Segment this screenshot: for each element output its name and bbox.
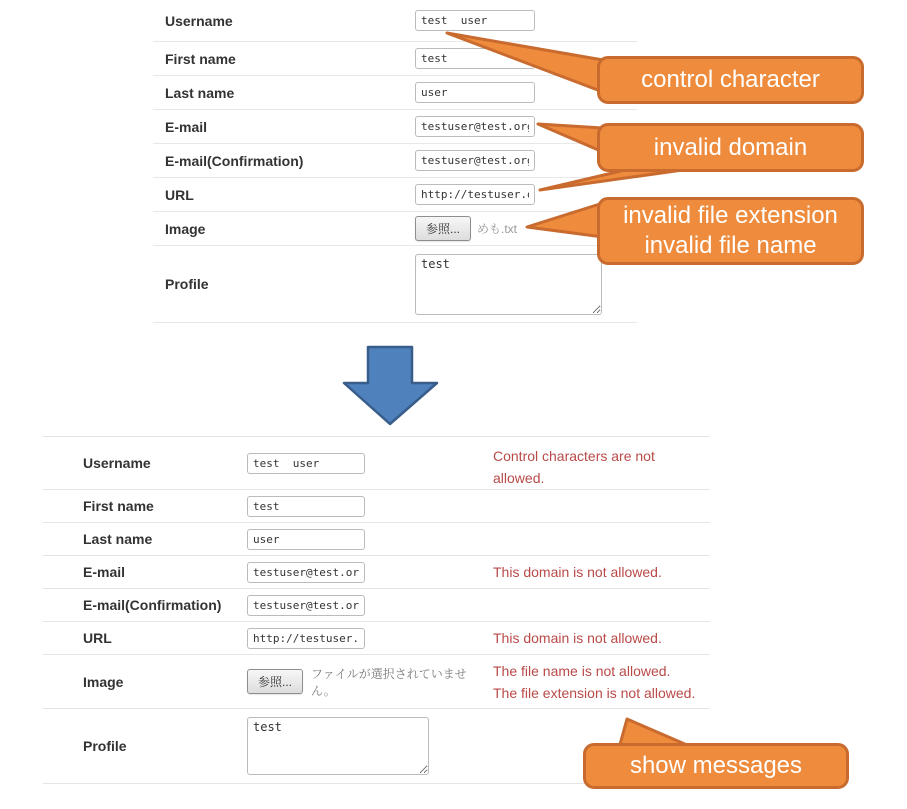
form-before-validation — [153, 0, 637, 323]
row-email — [43, 556, 710, 589]
profile-label: Profile — [83, 738, 127, 754]
profile-textarea[interactable] — [247, 717, 429, 775]
row-last-name — [153, 76, 637, 110]
row-image — [43, 655, 710, 709]
form-after-validation — [43, 436, 710, 784]
url-label: URL — [83, 630, 112, 646]
profile-textarea[interactable] — [415, 254, 602, 315]
url-error: This domain is not allowed. — [493, 630, 662, 646]
file-extension-error: The file extension is not allowed. — [493, 684, 696, 701]
row-url — [153, 178, 637, 212]
row-email-confirmation — [153, 144, 637, 178]
first-name-input[interactable] — [415, 48, 535, 69]
last-name-input[interactable] — [247, 529, 365, 550]
row-image — [153, 212, 637, 246]
last-name-label: Last name — [165, 84, 235, 101]
url-input[interactable] — [415, 184, 535, 205]
username-label: Username — [165, 12, 233, 29]
callout-control-character — [597, 56, 864, 104]
email-input[interactable] — [247, 562, 365, 583]
callout-invalid-domain — [597, 123, 864, 172]
first-name-label: First name — [165, 50, 236, 67]
row-first-name — [153, 42, 637, 76]
first-name-error — [490, 490, 710, 522]
callout-text: show messages — [629, 752, 803, 779]
email-label: E-mail — [165, 118, 208, 135]
row-last-name — [43, 523, 710, 556]
username-input[interactable] — [415, 10, 535, 31]
callout-text: invalid domain — [653, 133, 808, 161]
row-email-confirmation — [43, 589, 710, 622]
browse-button[interactable]: 参照... — [247, 669, 303, 694]
last-name-error — [490, 523, 710, 555]
file-name-error: The file name is not allowed. — [493, 662, 671, 679]
image-label: Image — [165, 220, 206, 237]
username-error: Control characters are not allowed. — [493, 448, 655, 486]
callout-text-line2: invalid file name — [644, 232, 817, 259]
url-input[interactable] — [247, 628, 365, 649]
row-profile — [153, 246, 637, 323]
row-first-name — [43, 490, 710, 523]
first-name-label: First name — [83, 498, 154, 514]
down-arrow — [344, 347, 437, 424]
image-label: Image — [83, 673, 124, 690]
username-label: Username — [83, 455, 151, 471]
row-username — [153, 0, 637, 42]
email-confirmation-error — [490, 589, 710, 621]
first-name-input[interactable] — [247, 496, 365, 517]
last-name-label: Last name — [83, 531, 153, 547]
browse-button[interactable]: 参照... — [415, 216, 471, 241]
callout-text-line1: invalid file extension — [623, 202, 838, 229]
email-confirmation-label: E-mail(Confirmation) — [83, 597, 222, 613]
email-input[interactable] — [415, 116, 535, 137]
callout-text: control character — [641, 66, 820, 93]
image-errors — [490, 655, 710, 708]
email-confirmation-label: E-mail(Confirmation) — [165, 152, 304, 169]
row-username — [43, 437, 710, 490]
callout-show-messages — [583, 743, 849, 789]
username-input[interactable] — [247, 453, 365, 474]
email-label: E-mail — [83, 564, 126, 580]
row-email — [153, 110, 637, 144]
url-label: URL — [165, 186, 194, 203]
row-url — [43, 622, 710, 655]
email-confirmation-input[interactable] — [247, 595, 365, 616]
email-confirmation-input[interactable] — [415, 150, 535, 171]
callout-invalid-file — [597, 197, 864, 265]
profile-label: Profile — [165, 276, 209, 292]
selected-file-name: めも.txt — [477, 222, 518, 236]
email-error: This domain is not allowed. — [493, 564, 662, 580]
no-file-selected-text: ファイルが選択されていません。 — [311, 666, 467, 698]
last-name-input[interactable] — [415, 82, 535, 103]
